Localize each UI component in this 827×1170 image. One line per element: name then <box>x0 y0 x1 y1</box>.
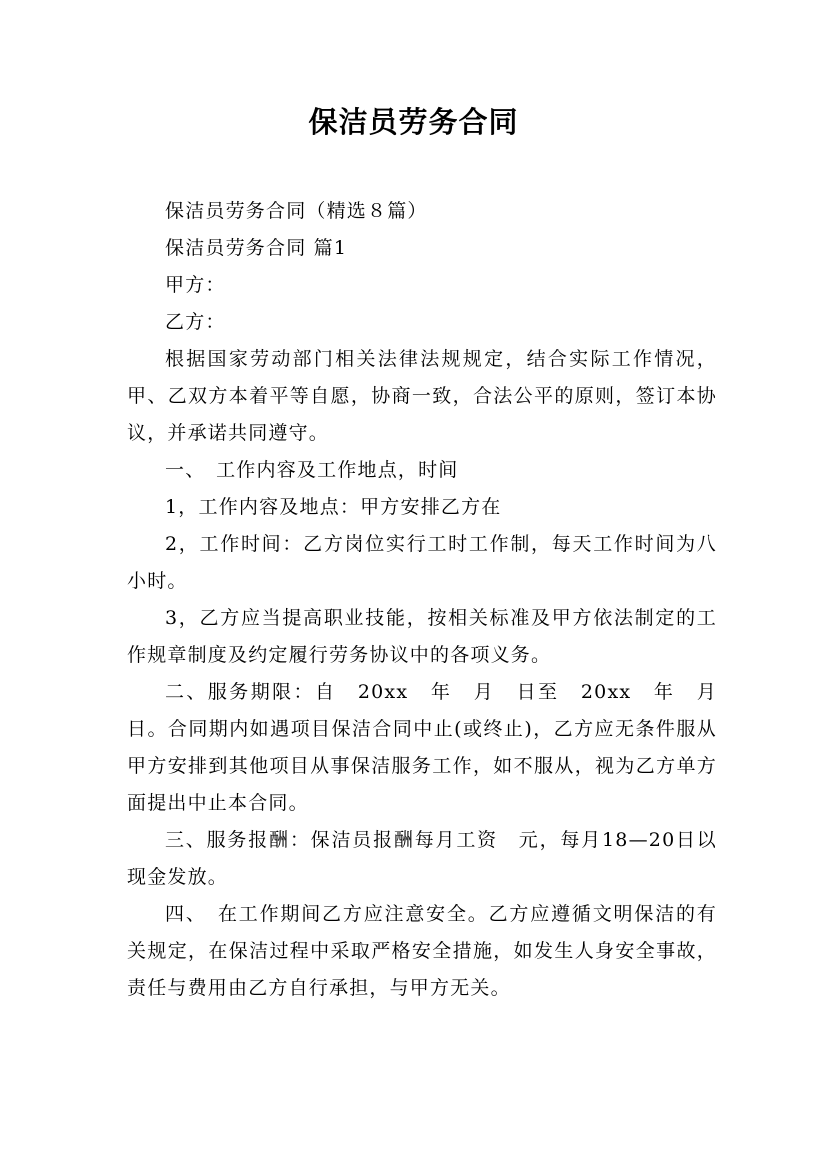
paragraph-clause-3: 三、服务报酬：保洁员报酬每月工资 元，每月18—20日以现金发放。 <box>127 829 717 888</box>
paragraph-subtitle: 保洁员劳务合同（精选８篇） <box>165 200 428 222</box>
paragraph-clause-1-3: 3，乙方应当提高职业技能，按相关标准及甲方依法制定的工作规章制度及约定履行劳务协议中的各项义务。 <box>127 607 717 666</box>
paragraph-preamble: 根据国家劳动部门相关法律法规规定，结合实际工作情况，甲、乙双方本着平等自愿，协商一致，合法公平的原则，签订本协议，并承诺共同遵守。 <box>127 348 717 444</box>
paragraph-section-heading: 保洁员劳务合同 篇1 <box>165 237 348 259</box>
document-body <box>127 193 738 1007</box>
paragraph-clause-4: 四、 在工作期间乙方应注意安全。乙方应遵循文明保洁的有关规定，在保洁过程中采取严格安全措施，如发生人身安全事故，责任与费用由乙方自行承担，与甲方无关。 <box>127 903 717 999</box>
paragraph-clause-1-heading: 一、 工作内容及工作地点，时间 <box>165 459 459 481</box>
paragraph-party-b: 乙方： <box>165 311 226 333</box>
paragraph-clause-1-2: 2，工作时间：乙方岗位实行工时工作制，每天工作时间为八小时。 <box>127 533 717 592</box>
paragraph-party-a: 甲方： <box>165 274 226 296</box>
paragraph-clause-2: 二、服务期限：自 20xx 年 月 日至 20xx 年 月 日。合同期内如遇项目保洁合同中止(或终止)，乙方应无条件服从甲方安排到其他项目从事保洁服务工作，如不服从，视为乙方单方面提出中止本合同。 <box>127 681 738 814</box>
document-title: 保洁员劳务合同 <box>308 105 519 139</box>
paragraph-clause-1-1: 1，工作内容及地点：甲方安排乙方在 <box>165 496 502 518</box>
